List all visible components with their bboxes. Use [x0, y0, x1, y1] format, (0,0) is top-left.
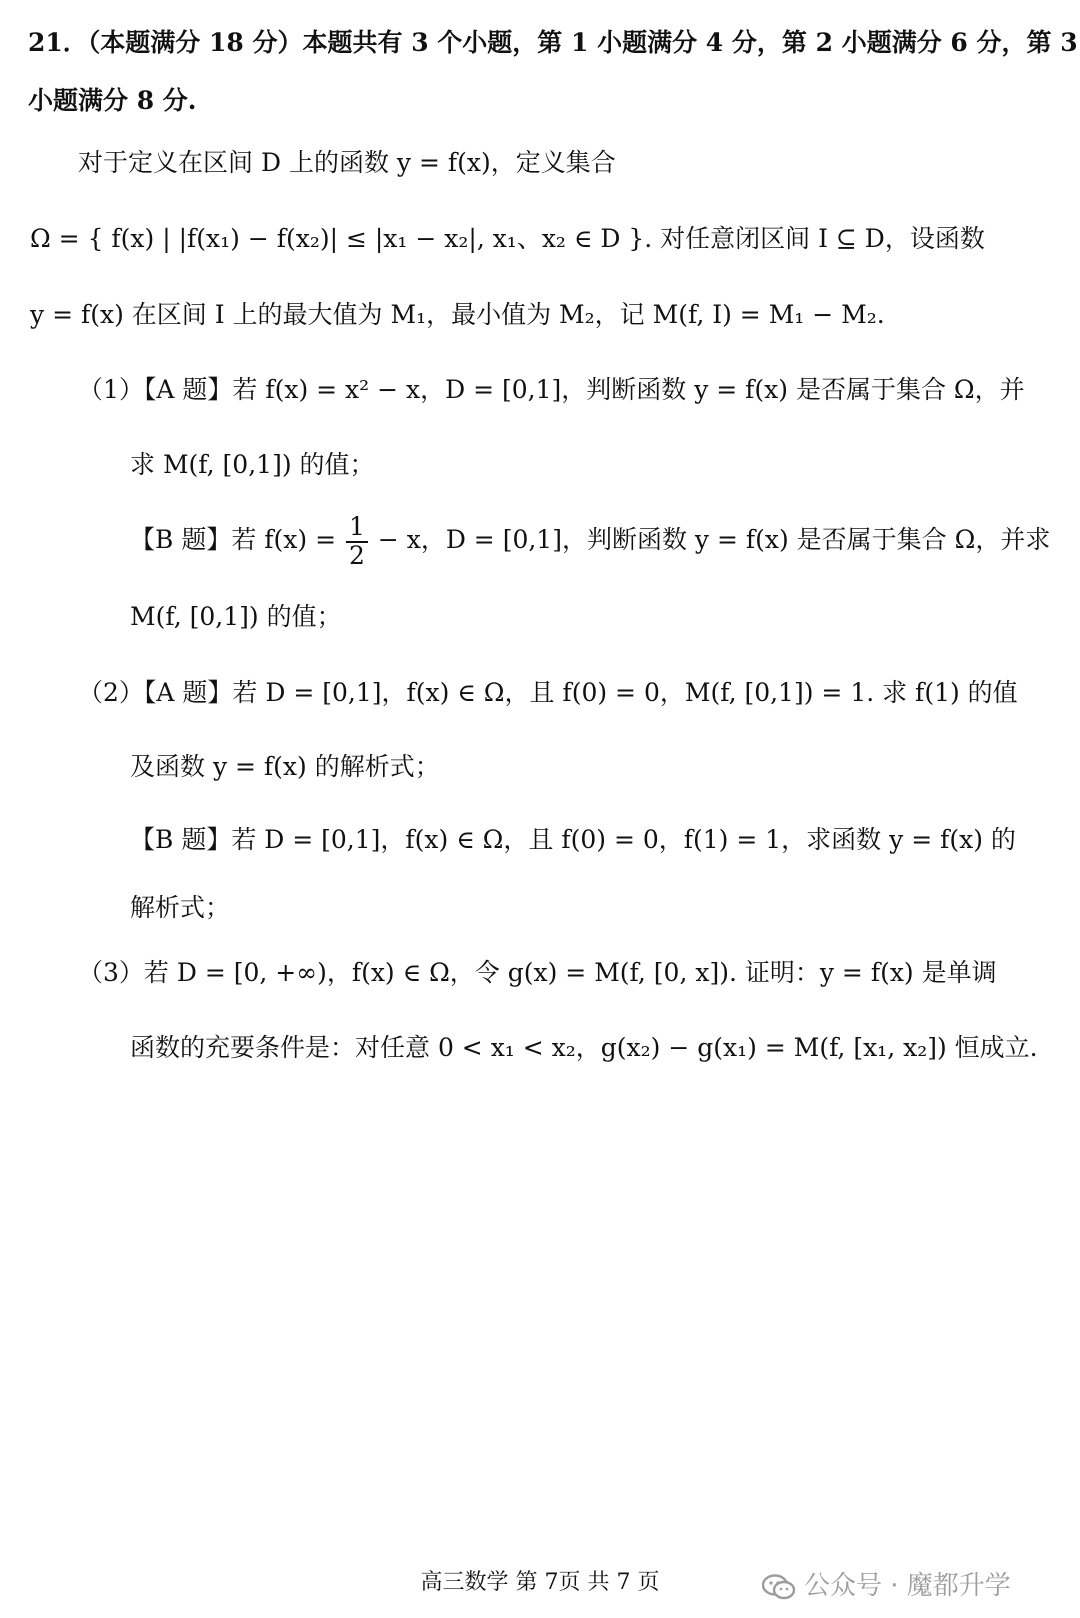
wechat-icon — [762, 1574, 796, 1600]
fraction-denominator: 2 — [348, 540, 365, 570]
problem-header-line2: 小题满分 8 分. — [28, 86, 197, 115]
fraction-numerator: 1 — [346, 514, 368, 542]
q1-a-line1: （1）【A 题】若 f(x) = x² − x，D = [0,1]，判断函数 y = f(x) 是否属于集合 Ω，并 — [78, 375, 1025, 404]
watermark — [762, 1565, 1011, 1602]
q1-a-line2: 求 M(f, [0,1]) 的值； — [130, 450, 375, 479]
q3-line2: 函数的充要条件是：对任意 0 < x₁ < x₂，g(x₂) − g(x₁) = M(f, [x₁, x₂]) 恒成立. — [130, 1033, 1038, 1062]
intro-line2: Ω = { f(x) | |f(x₁) − f(x₂)| ≤ |x₁ − x₂|, x₁、x₂ ∈ D }. 对任意闭区间 I ⊆ D，设函数 — [30, 224, 985, 253]
watermark-text: 公众号 · 魔都升学 — [804, 1571, 1011, 1601]
page-footer: 高三数学 第 7页 共 7 页 — [420, 1570, 660, 1595]
q1-b-line1 — [130, 510, 1080, 570]
q2-a-line1: （2）【A 题】若 D = [0,1]，f(x) ∈ Ω，且 f(0) = 0，M(f, [0,1]) = 1. 求 f(1) 的值 — [78, 678, 1018, 707]
q1-b-prefix: 【B 题】若 f(x) = — [130, 525, 344, 554]
problem-header-line1: 21．（本题满分 18 分）本题共有 3 个小题，第 1 小题满分 4 分，第 2 小题满分 6 分，第 3 — [28, 28, 1078, 57]
q2-b-line2: 解析式； — [130, 893, 231, 922]
intro-line3: y = f(x) 在区间 I 上的最大值为 M₁，最小值为 M₂，记 M(f, I) = M₁ − M₂. — [30, 300, 885, 329]
q1-b-line2: M(f, [0,1]) 的值； — [130, 602, 342, 631]
intro-line1: 对于定义在区间 D 上的函数 y = f(x)，定义集合 — [78, 148, 616, 177]
q2-a-line2: 及函数 y = f(x) 的解析式； — [130, 752, 440, 781]
q1-b-suffix: − x，D = [0,1]，判断函数 y = f(x) 是否属于集合 Ω，并求 — [369, 525, 1051, 554]
q2-b-line1: 【B 题】若 D = [0,1]，f(x) ∈ Ω，且 f(0) = 0，f(1) = 1，求函数 y = f(x) 的 — [130, 825, 1016, 854]
q3-line1: （3）若 D = [0, +∞)，f(x) ∈ Ω，令 g(x) = M(f, [0, x]). 证明：y = f(x) 是单调 — [78, 958, 997, 987]
one-half-fraction — [346, 514, 368, 569]
